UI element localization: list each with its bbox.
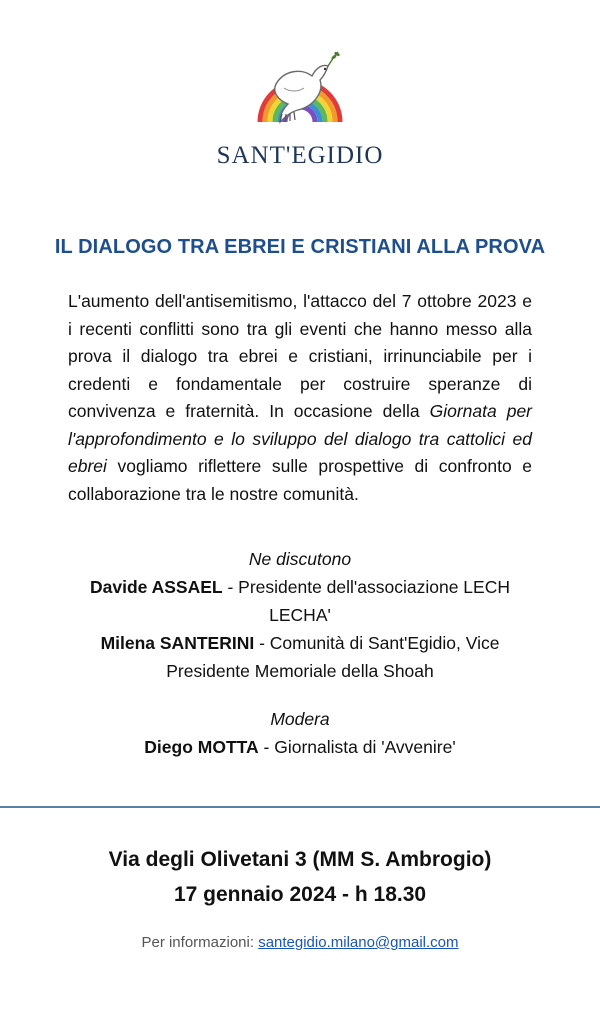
- speakers-section: [60, 545, 540, 761]
- speaker-1-role: - Presidente dell'associazione LECH LECHA': [222, 577, 510, 625]
- intro-text-1: L'aumento dell'antisemitismo, l'attacco del 7 ottobre 2023 e i recenti conflitti sono tra gli eventi che hanno messo alla prova il dialogo tra ebrei e cristiani, irrinunciabile per i credenti e fondamentale per costruire speranze di convivenza e fraternità. In occasione della: [68, 291, 532, 421]
- moderator-section: [60, 705, 540, 761]
- speaker-2: [60, 629, 540, 685]
- page-title: IL DIALOGO TRA EBREI E CRISTIANI ALLA PROVA: [54, 236, 546, 258]
- info-line: [0, 934, 600, 951]
- moderator-role: - Giornalista di 'Avvenire': [258, 737, 456, 757]
- moderator: [60, 733, 540, 761]
- logo: [0, 48, 600, 170]
- brand-name: SANT'EGIDIO: [216, 142, 384, 169]
- intro-paragraph: [68, 288, 532, 508]
- email-link[interactable]: santegidio.milano@gmail.com: [258, 934, 459, 951]
- divider: [0, 806, 600, 808]
- speaker-2-role: - Comunità di Sant'Egidio, Vice Presidente Memoriale della Shoah: [166, 633, 500, 681]
- speaker-1: [60, 573, 540, 629]
- intro-italic: Giornata per l'approfondimento e lo sviluppo del dialogo tra cattolici ed ebrei: [68, 401, 533, 476]
- dove-rainbow-icon: [254, 48, 346, 128]
- speaker-1-name: Davide ASSAEL: [90, 577, 223, 597]
- venue-address: Via degli Olivetani 3 (MM S. Ambrogio): [108, 848, 492, 871]
- info-label: Per informazioni:: [141, 934, 259, 951]
- moderator-name: Diego MOTTA: [144, 737, 259, 757]
- intro-text-2: vogliamo riflettere sulle prospettive di confronto e collaborazione tra le nostre comunità.: [68, 456, 532, 504]
- moderator-label: Modera: [270, 709, 330, 729]
- speaker-2-name: Milena SANTERINI: [100, 633, 255, 653]
- venue-datetime: 17 gennaio 2024 - h 18.30: [173, 883, 427, 906]
- venue-section: [0, 842, 600, 912]
- speakers-label: Ne discutono: [248, 549, 352, 569]
